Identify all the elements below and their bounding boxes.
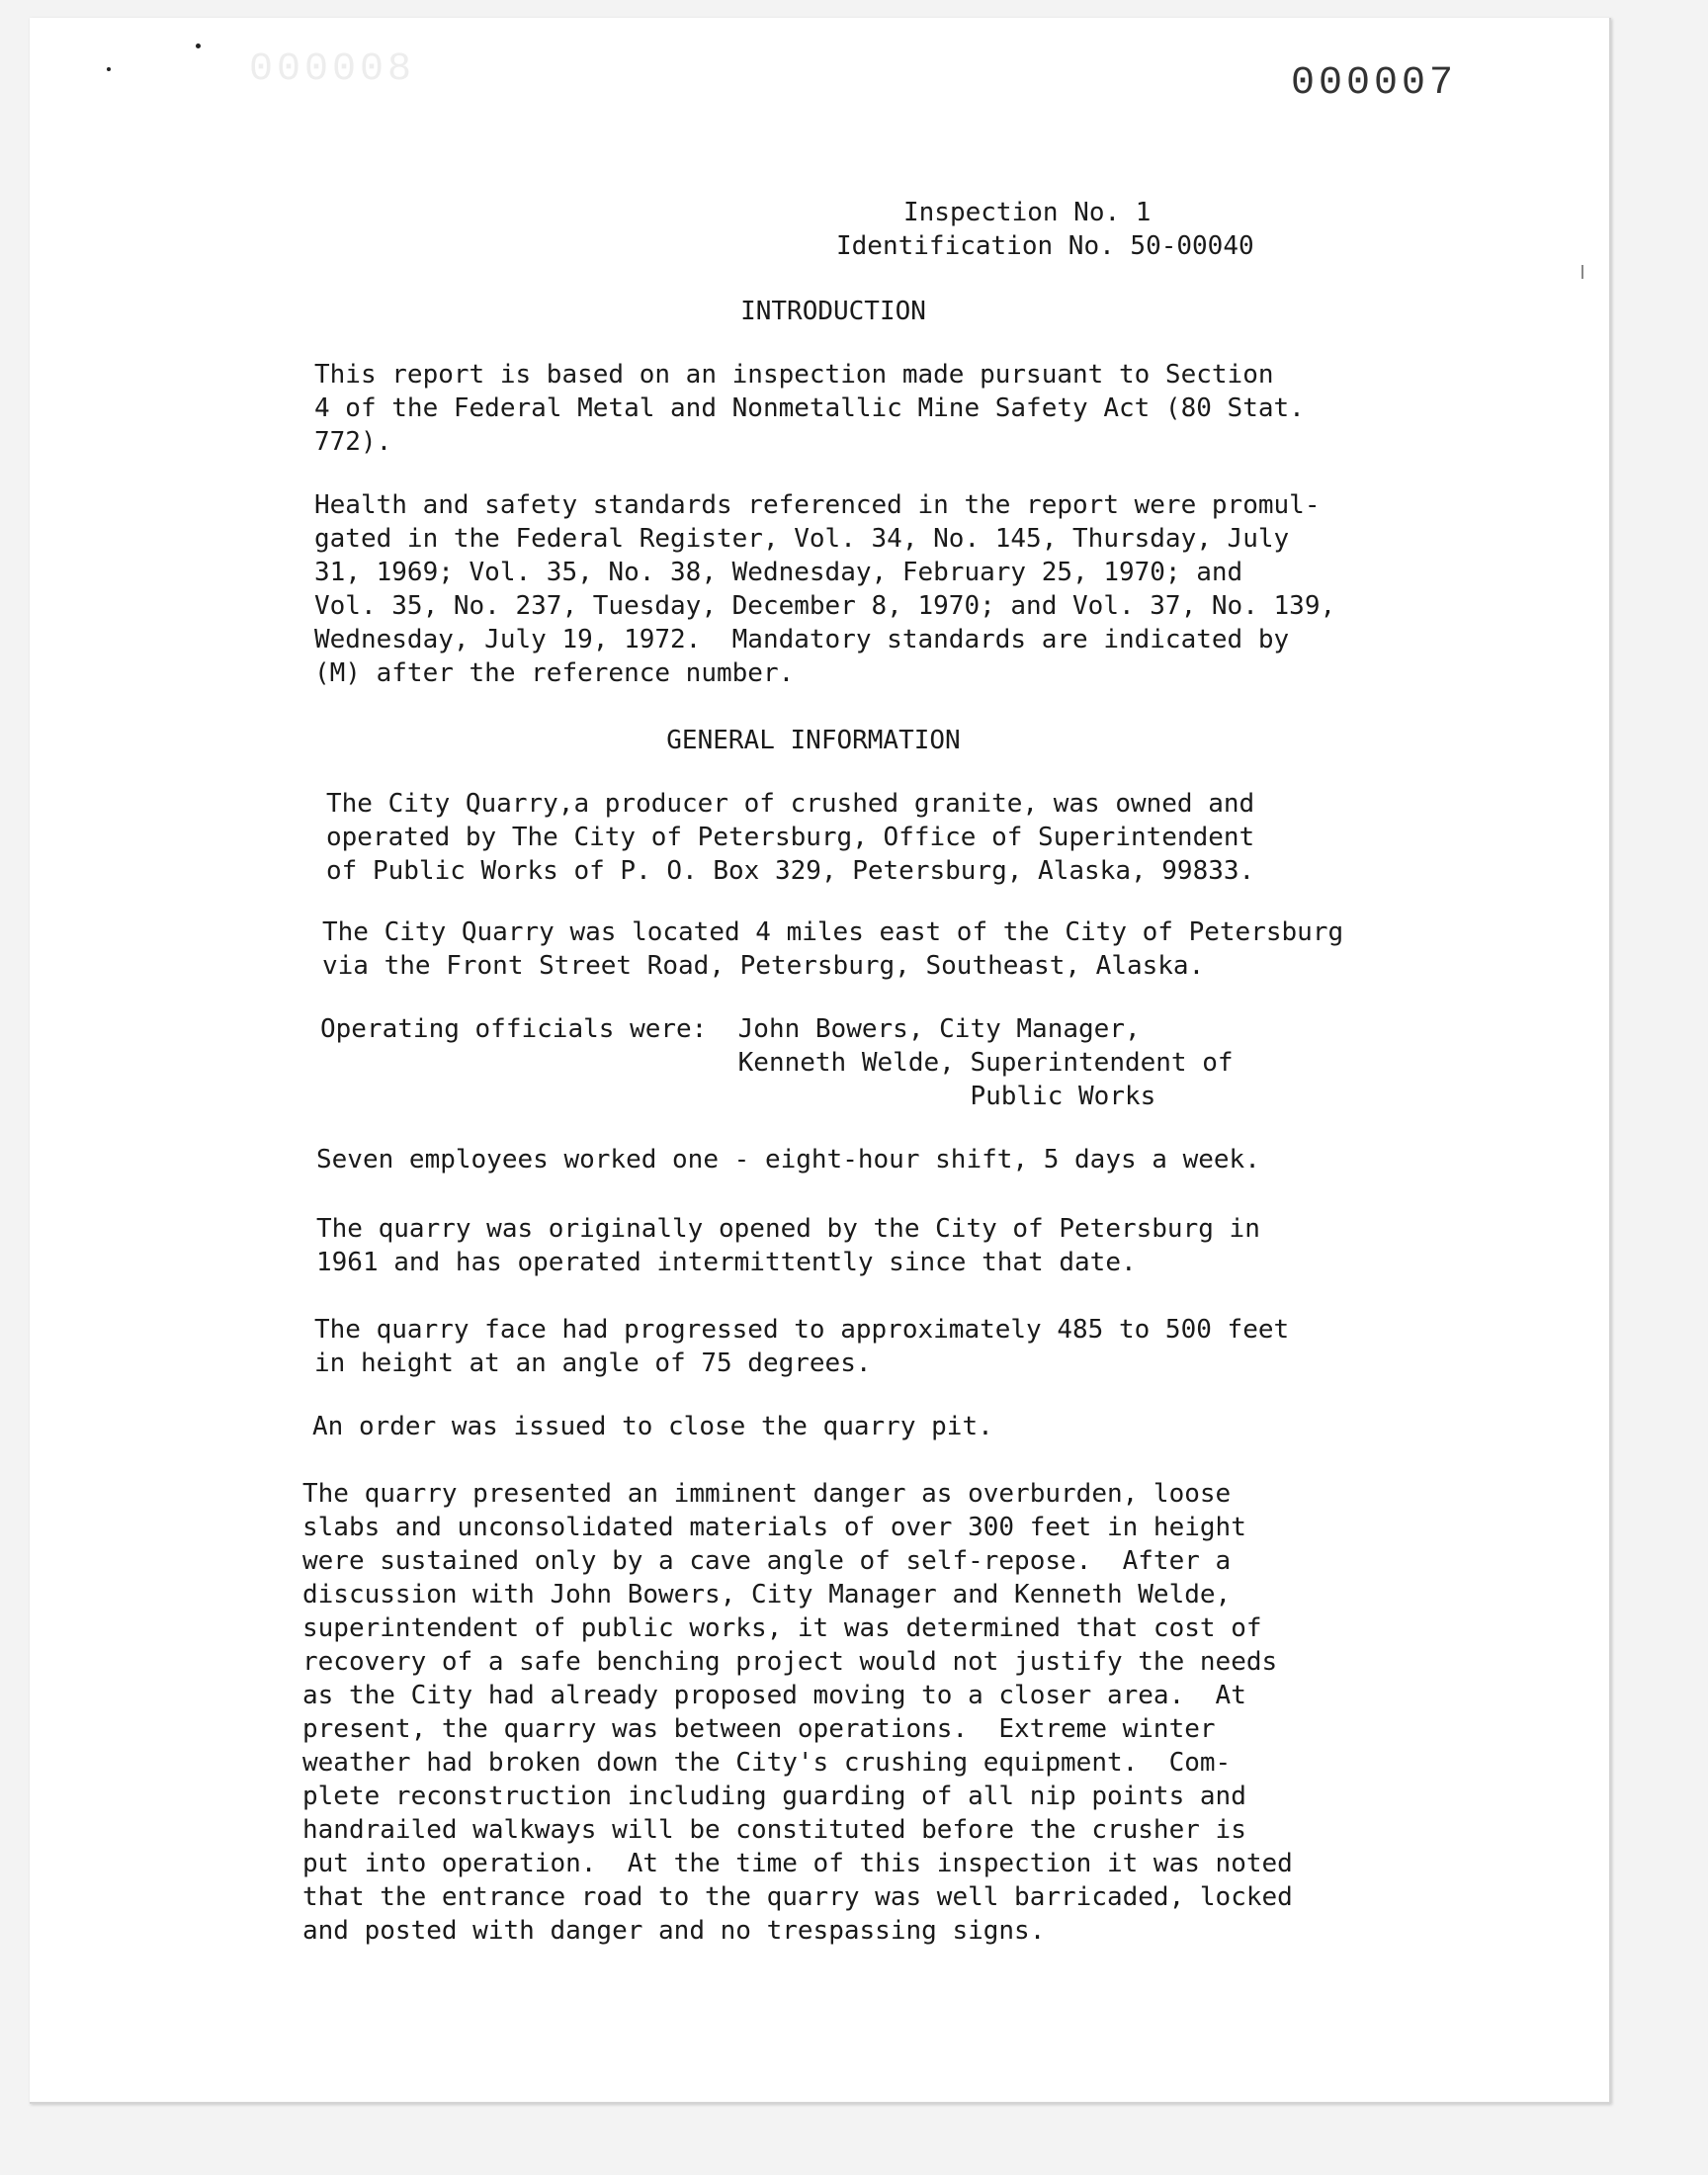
identification-number: Identification No. 50-00040 [836, 231, 1254, 261]
inspection-header [836, 196, 1330, 263]
text-line: 4 of the Federal Metal and Nonmetallic Mine Safety Act (80 Stat. [314, 393, 1305, 423]
general-paragraph-2 [322, 915, 1419, 983]
text-line: 1961 and has operated intermittently since that date. [316, 1248, 1137, 1277]
text-line: slabs and unconsolidated materials of over 300 feet in height [302, 1513, 1246, 1542]
general-paragraph-5 [314, 1313, 1411, 1380]
text-line: The City Quarry,a producer of crushed granite, was owned and [326, 789, 1255, 819]
dust-speck [196, 44, 201, 48]
text-line: plete reconstruction including guarding of all nip points and [302, 1782, 1246, 1811]
operating-officials [320, 1012, 1417, 1113]
text-line: handrailed walkways will be constituted before the crusher is [302, 1815, 1246, 1845]
text-line: Seven employees worked one - eight-hour shift, 5 days a week. [316, 1145, 1260, 1174]
general-paragraph-1 [326, 787, 1423, 888]
text-line: put into operation. At the time of this inspection it was noted [302, 1849, 1293, 1878]
general-paragraph-3 [316, 1143, 1413, 1176]
text-line: were sustained only by a cave angle of self-repose. After a [302, 1546, 1232, 1576]
text-line: Public Works [320, 1082, 1156, 1111]
text-line: and posted with danger and no trespassing signs. [302, 1916, 1046, 1946]
text-line: Wednesday, July 19, 1972. Mandatory standards are indicated by [314, 625, 1290, 654]
text-line: present, the quarry was between operations. Extreme winter [302, 1714, 1216, 1744]
general-paragraph-4 [316, 1212, 1413, 1279]
text-line: The quarry face had progressed to approximately 485 to 500 feet [314, 1315, 1290, 1345]
text-line: operated by The City of Petersburg, Office of Superintendent [326, 823, 1255, 852]
text-line: weather had broken down the City's crushing equipment. Com- [302, 1748, 1232, 1778]
text-line: of Public Works of P. O. Box 329, Petersburg, Alaska, 99833. [326, 856, 1255, 886]
text-line: superintendent of public works, it was determined that cost of [302, 1613, 1262, 1643]
text-line: (M) after the reference number. [314, 658, 795, 688]
introduction-paragraph-1 [314, 358, 1411, 459]
text-line: Operating officials were: John Bowers, City Manager, [320, 1014, 1141, 1044]
text-line: Health and safety standards referenced in the report were promul- [314, 490, 1321, 520]
text-line: The quarry presented an imminent danger as overburden, loose [302, 1479, 1232, 1509]
dust-speck [107, 67, 111, 71]
text-line: gated in the Federal Register, Vol. 34, No. 145, Thursday, July [314, 524, 1290, 554]
text-line: recovery of a safe benching project would not justify the needs [302, 1647, 1278, 1677]
text-line: An order was issued to close the quarry pit. [312, 1412, 993, 1441]
text-line: via the Front Street Road, Petersburg, Southeast, Alaska. [322, 951, 1205, 981]
text-line: in height at an angle of 75 degrees. [314, 1348, 872, 1378]
faint-stamp-number: 000008 [249, 47, 416, 92]
text-line: as the City had already proposed moving to a closer area. At [302, 1681, 1246, 1710]
text-line: 772). [314, 427, 392, 457]
margin-mark [1581, 265, 1583, 279]
introduction-paragraph-2 [314, 488, 1411, 690]
text-line: This report is based on an inspection made pursuant to Section [314, 360, 1274, 390]
text-line: 31, 1969; Vol. 35, No. 38, Wednesday, February 25, 1970; and [314, 558, 1243, 587]
text-line: The quarry was originally opened by the City of Petersburg in [316, 1214, 1260, 1244]
general-information-heading: GENERAL INFORMATION [666, 726, 961, 755]
text-line: Kenneth Welde, Superintendent of [320, 1048, 1234, 1078]
text-line: Vol. 35, No. 237, Tuesday, December 8, 1970; and Vol. 37, No. 139, [314, 591, 1336, 621]
text-line: discussion with John Bowers, City Manager and Kenneth Welde, [302, 1580, 1232, 1610]
general-paragraph-6 [312, 1410, 1409, 1443]
introduction-heading: INTRODUCTION [740, 297, 926, 326]
text-line: that the entrance road to the quarry was well barricaded, locked [302, 1882, 1293, 1912]
page-number: 000007 [1291, 61, 1458, 106]
inspection-number: Inspection No. 1 [903, 198, 1152, 227]
text-line: The City Quarry was located 4 miles east of the City of Petersburg [322, 917, 1344, 947]
general-paragraph-7 [302, 1477, 1400, 1948]
